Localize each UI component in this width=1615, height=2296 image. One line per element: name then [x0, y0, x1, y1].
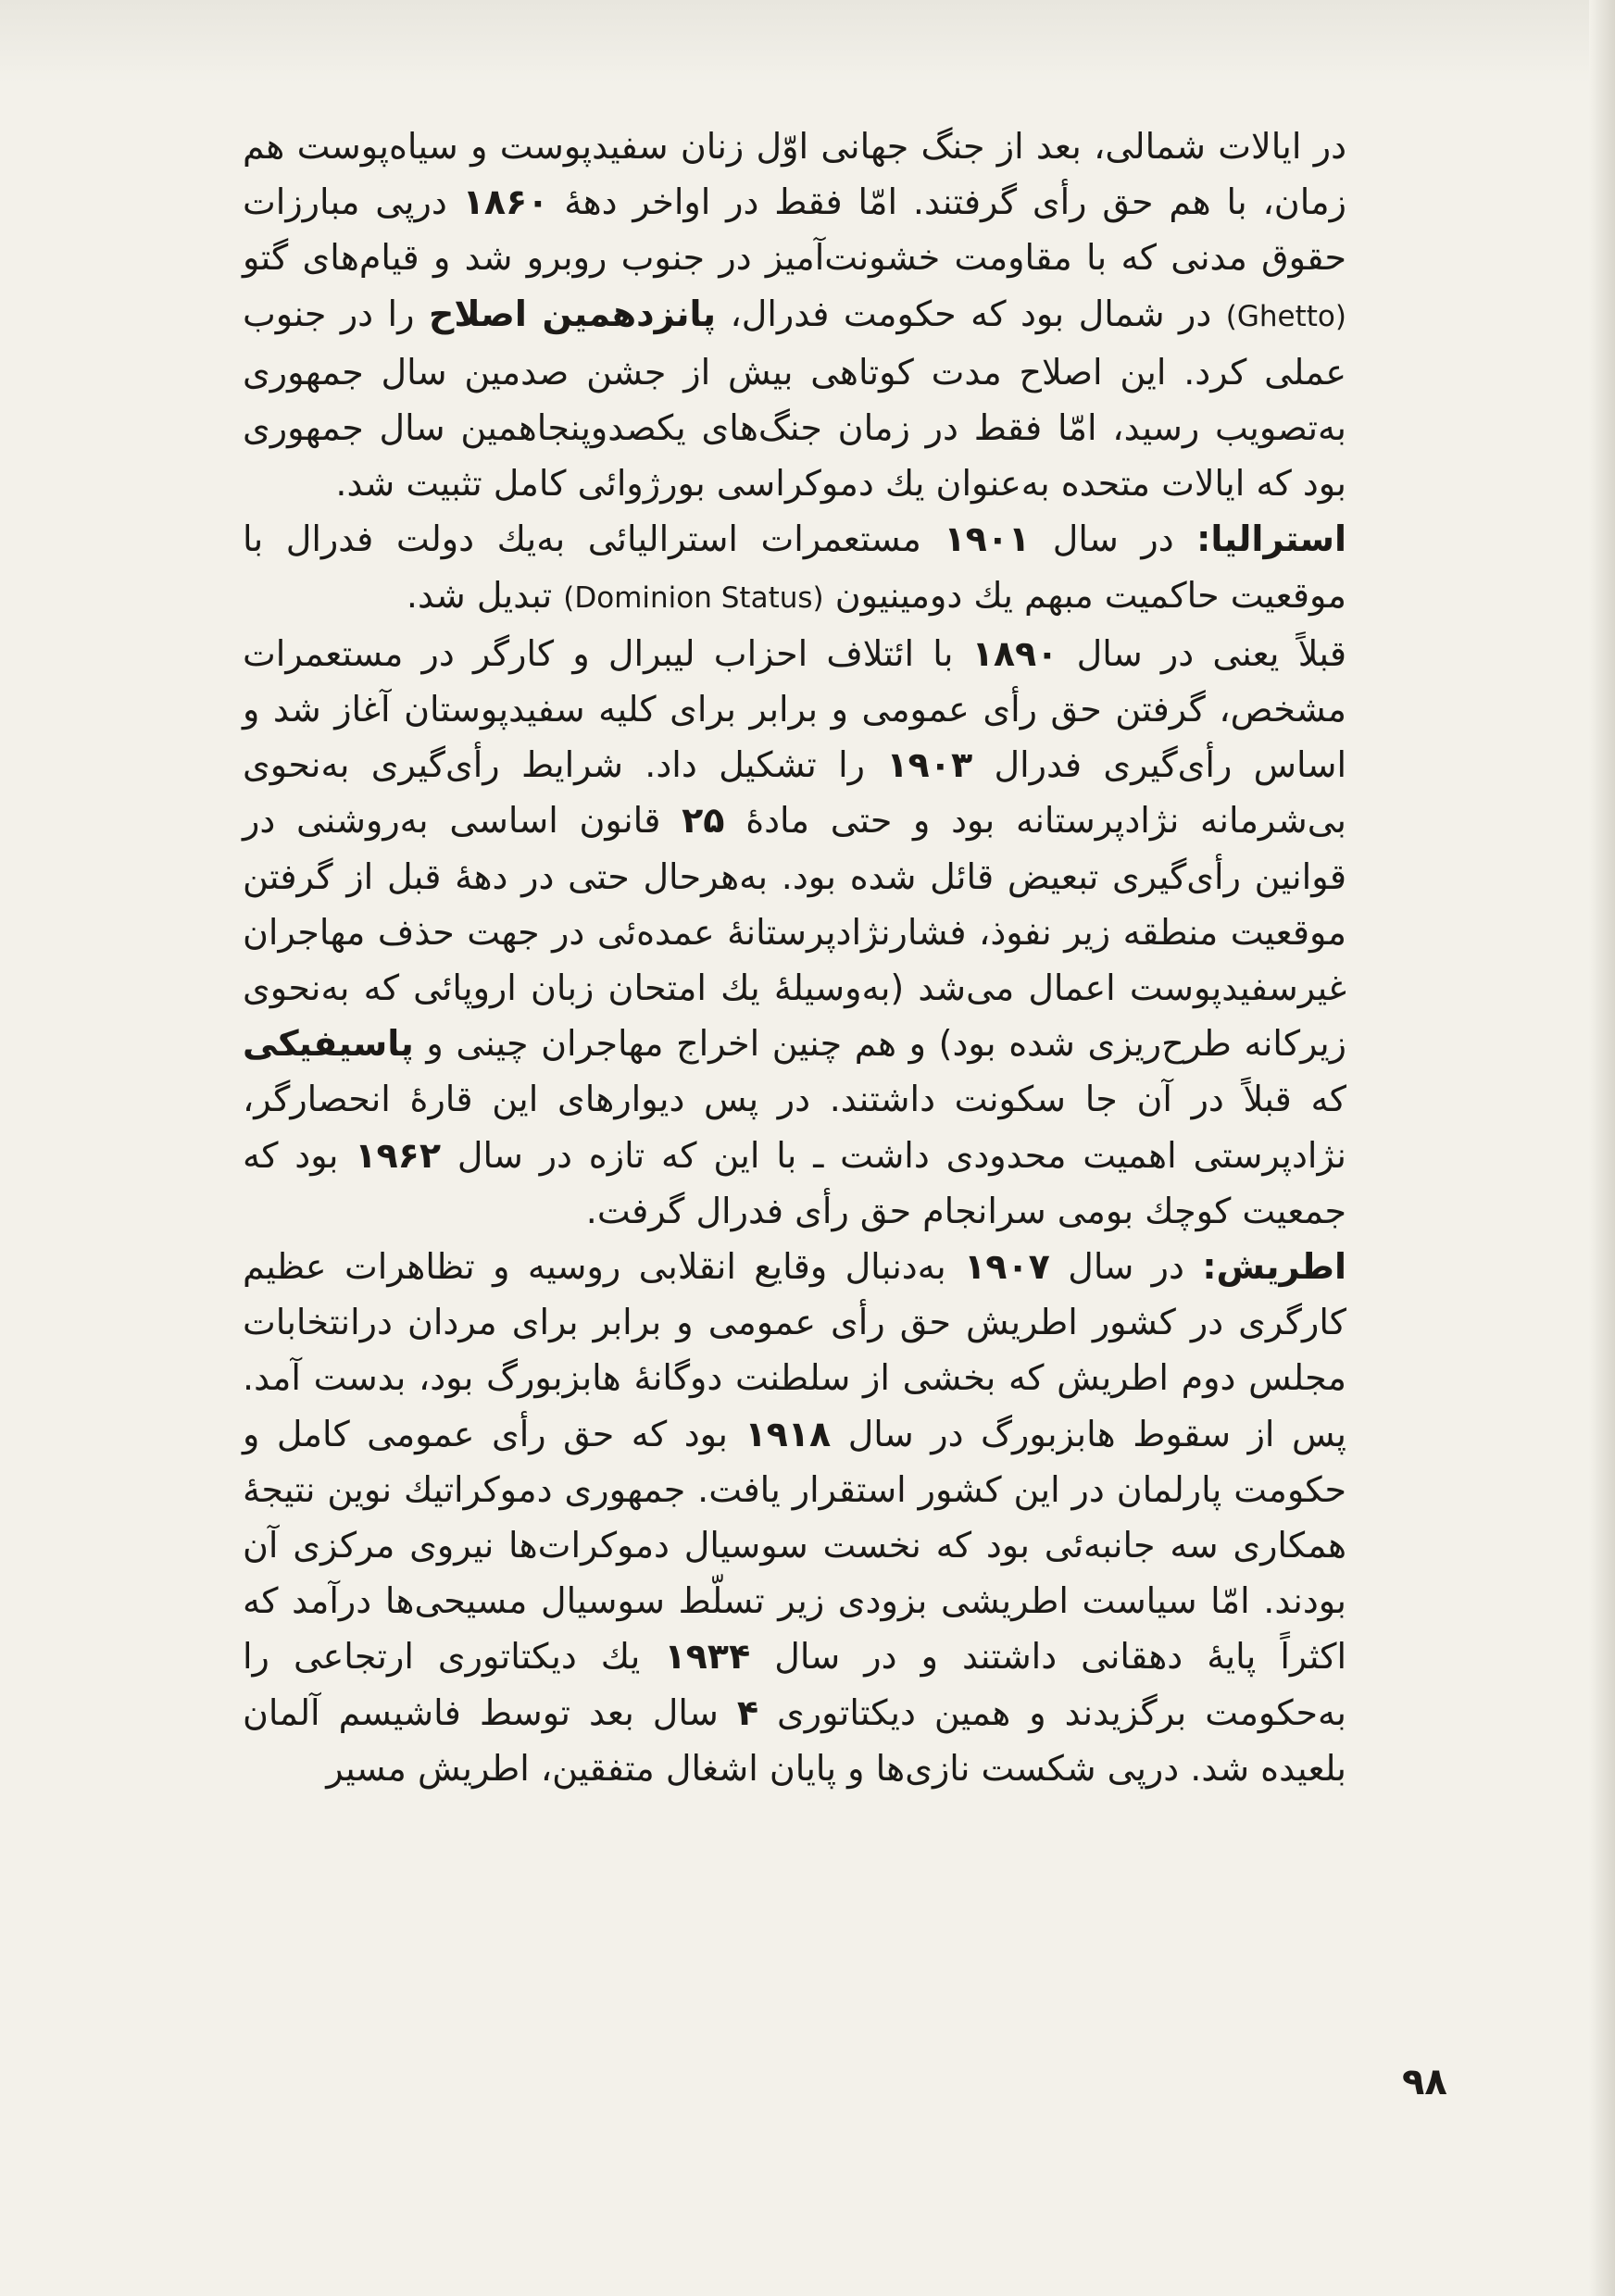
text-run: در سال: [1049, 1246, 1203, 1288]
text-run: در سال: [1030, 518, 1197, 560]
page-number: ۹۸: [1402, 2061, 1447, 2103]
number: ۱۹۰۳: [886, 744, 973, 786]
number: ۱۹۱۸: [745, 1413, 832, 1454]
text-run: مستعمرات استرالیائی به‌یك دولت فدرال با موقعیت حاکمیت مبهم یك دومینیون: [243, 518, 1346, 616]
heading-term: پاسیفیکی: [243, 1023, 414, 1065]
text-run: درپی مبارزات حقوق مدنی که با مقاومت خشونت‌آمیز در جنوب روبرو شد و قیام‌های گتو: [243, 181, 1346, 279]
text-run: به‌دنبال وقایع انقلابی روسیه و تظاهرات عظیم کارگری در کشور اطریش حق رأی عمومی و برابر برای مردان درانتخابات مجلس دوم اطریش که بخشی از سلطنت دوگانهٔ هابزبورگ بود، بدست آمد. پس از سقوط هابزبورگ در سال: [243, 1246, 1346, 1454]
text-run: را در جنوب عملی کرد. این اصلاح مدت کوتاهی بیش از جشن صدمین سال جمهوری به‌تصویب رسید، امّا فقط در زمان جنگ‌های یکصدوپنجاهمین سال جمهوری بود که ایالات متحده به‌عنوان یك دموکراسی بورژوائی کامل تثبیت شد.: [243, 293, 1346, 505]
number: ۱۸۹۰: [971, 632, 1058, 674]
latin-term: (Dominion Status): [563, 580, 824, 615]
page-edge-right: [1589, 0, 1615, 2296]
number: ۱۹۶۲: [355, 1134, 442, 1176]
text-run: با ائتلاف احزاب لیبرال و کارگر در مستعمرات مشخص، گرفتن حق رأی عمومی و برابر برای کلیه سفیدپوستان آغاز شد و اساس رأی‌گیری فدرال: [243, 632, 1346, 786]
text-run: که قبلاً در آن جا سکونت داشتند. در پس دیوارهای این قارهٔ انحصارگر، نژادپرستی اهمیت محدودی داشت ـ با این که تازه در سال: [243, 1079, 1346, 1176]
text-run: قبلاً یعنی در سال: [1058, 632, 1346, 674]
text-run: قانون اساسی به‌روشنی در قوانین رأی‌گیری تبعیض قائل شده بود. به‌هرحال حتی در دههٔ قبل از گرفتن موقعیت منطقه زیر نفوذ، فشارنژادپرستانهٔ عمده‌ئی در جهت حذف مهاجران غیرسفیدپوست اعمال می‌شد (به‌وسیلهٔ یك امتحان زبان اروپائی که به‌نحوی زیرکانه طرح‌ریزی شده بود) و هم چنین اخراج مهاجران چینی و: [243, 800, 1346, 1065]
text-run: بود که جمعیت کوچك بومی سرانجام حق رأی فدرال گرفت.: [243, 1134, 1346, 1231]
paragraph: [243, 511, 1346, 625]
text-run: یك دیکتاتوری ارتجاعی را به‌حکومت برگزیدند و همین دیکتاتوری: [243, 1636, 1346, 1733]
number: ۱۹۰۱: [944, 518, 1031, 560]
number: ۲۵: [682, 800, 725, 842]
heading-term: پانزدهمین اصلاح: [428, 293, 717, 334]
text-run: سال بعد توسط فاشیسم آلمان بلعیده شد. درپی شکست نازی‌ها و پایان اشغال متفقین، اطریش مسیر: [243, 1691, 1346, 1789]
number: ۱۹۳۴: [664, 1636, 751, 1678]
text-run: را تشکیل داد. شرایط رأی‌گیری به‌نحوی بی‌شرمانه نژادپرستانه بود و حتی مادهٔ: [243, 744, 1346, 842]
text-run: در ایالات شمالی، بعد از جنگ جهانی اوّل زنان سفیدپوست و سیاه‌پوست هم زمان، با هم حق رأی گرفتند. امّا فقط در اواخر دههٔ: [243, 126, 1346, 223]
latin-term: (Ghetto): [1225, 299, 1346, 333]
heading-term: اطریش:: [1202, 1246, 1346, 1288]
paragraph: [243, 119, 1346, 511]
paragraph: [243, 626, 1346, 1239]
number: ۴: [736, 1691, 759, 1733]
paragraph: [243, 1239, 1346, 1796]
text-run: تبدیل شد.: [406, 574, 564, 616]
page-edge-top: [0, 0, 1615, 83]
body-text: [243, 119, 1346, 1796]
number: ۱۸۶۰: [462, 181, 549, 223]
number: ۱۹۰۷: [964, 1246, 1050, 1288]
text-run: در شمال بود که حکومت فدرال،: [716, 293, 1226, 334]
text-run: بود که حق رأی عمومی کامل و حکومت پارلمان در این کشور استقرار یافت. جمهوری دموکراتیك نوین نتیجهٔ همکاری سه جانبه‌ئی بود که نخست سوسیال دموکرات‌ها نیروی مرکزی آن بودند. امّا سیاست اطریشی بزودی زیر تسلّط سوسیال مسیحی‌ها درآمد که اکثراً پایهٔ دهقانی داشتند و در سال: [243, 1413, 1346, 1678]
heading-term: استرالیا:: [1196, 518, 1346, 560]
